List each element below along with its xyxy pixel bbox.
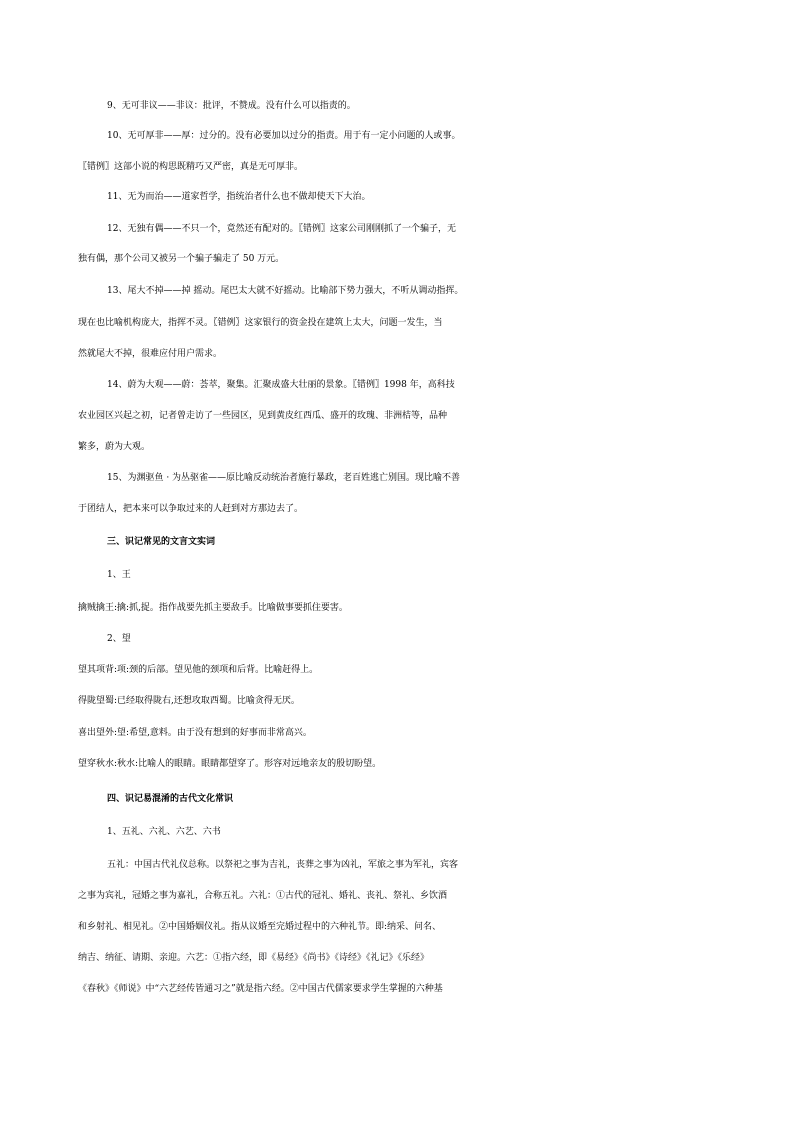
text-line-15: 1、王 bbox=[107, 570, 131, 580]
text-line-20: 喜出望外:望:希望,意料。由于没有想到的好事而非常高兴。 bbox=[78, 728, 312, 738]
text-line-7: 13、尾大不掉——掉 摇动。尾巴太大就不好摇动。比喻部下势力强大，不听从调动指挥。 bbox=[107, 286, 464, 296]
text-line-6: 独有偶，那个公司又被另一个骗子骗走了 50 万元。 bbox=[78, 254, 285, 264]
text-line-23: 五礼：中国古代礼仪总称。以祭祀之事为吉礼，丧葬之事为凶礼，军旅之事为军礼，宾客 bbox=[107, 860, 459, 870]
section-heading-3: 三、识记常见的文言文实词 bbox=[107, 537, 216, 547]
text-line-19: 得陇望蜀:已经取得陇右,还想攻取西蜀。比喻贪得无厌。 bbox=[78, 696, 300, 706]
text-line-17: 2、望 bbox=[107, 634, 131, 644]
text-line-9: 然就尾大不掉，很难应付用户需求。 bbox=[78, 349, 223, 359]
text-line-11: 农业园区兴起之初，记者曾走访了一些园区，见到黄皮红西瓜、盛开的玫瑰、非洲桔等，品种 bbox=[78, 411, 448, 421]
text-line-26: 纳吉、纳征、请期、亲迎。六艺：①指六经，即《易经》《尚书》《诗经》《礼记》《乐经》 bbox=[78, 953, 430, 963]
section-heading-4: 四、识记易混淆的古代文化常识 bbox=[107, 794, 234, 804]
text-line-24: 之事为宾礼，冠婚之事为嘉礼，合称五礼。六礼：①古代的冠礼、婚礼、丧礼、祭礼、乡饮酒 bbox=[78, 891, 448, 901]
text-line-4: 11、无为而治——道家哲学，指统治者什么也不做却使天下大治。 bbox=[107, 192, 371, 202]
text-line-13: 15、为渊驱鱼 · 为丛驱雀——原比喻反动统治者施行暴政，老百姓逃亡别国。现比喻不善 bbox=[107, 473, 461, 483]
text-line-5: 12、无独有偶——不只一个，竟然还有配对的。〖错例〗这家公司刚刚抓了一个骗子，无 bbox=[107, 224, 456, 234]
text-line-3: 〖错例〗这部小说的构思既精巧又严密，真是无可厚非。 bbox=[78, 162, 304, 172]
text-line-14: 于团结人，把本来可以争取过来的人赶到对方那边去了。 bbox=[78, 504, 304, 514]
text-line-25: 和乡射礼、相见礼。②中国婚姻仪礼。指从议婚至完婚过程中的六种礼节。即:纳采、问名、 bbox=[78, 922, 442, 932]
text-line-10: 14、蔚为大观——蔚：荟萃，聚集。汇聚成盛大壮丽的景象。〖错例〗1998 年，高科技 bbox=[107, 380, 455, 390]
text-line-1: 9、无可非议——非议：批评，不赞成。没有什么可以指责的。 bbox=[107, 101, 356, 111]
text-line-8: 现在也比喻机构庞大，指挥不灵。〖错例〗这家银行的资金投在建筑上太大，问题一发生，当 bbox=[78, 318, 443, 328]
text-line-27: 《春秋》《师说》中“六艺经传皆通习之”就是指六经。②中国古代儒家要求学生掌握的六种基 bbox=[78, 984, 443, 994]
text-line-22: 1、五礼、六礼、六艺、六书 bbox=[107, 827, 221, 837]
text-line-21: 望穿秋水:秋水:比喻人的眼睛。眼睛都望穿了。形容对远地亲友的殷切盼望。 bbox=[78, 759, 382, 769]
text-line-2: 10、无可厚非——厚：过分的。没有必要加以过分的指责。用于有一定小问题的人或事。 bbox=[107, 131, 461, 141]
text-line-12: 繁多，蔚为大观。 bbox=[78, 442, 151, 452]
text-line-18: 望其项背:项:颈的后部。望见他的颈项和后背。比喻赶得上。 bbox=[78, 665, 319, 675]
text-line-16: 擒贼擒王:擒:抓,捉。指作战要先抓主要敌手。比喻做事要抓住要害。 bbox=[78, 603, 348, 613]
